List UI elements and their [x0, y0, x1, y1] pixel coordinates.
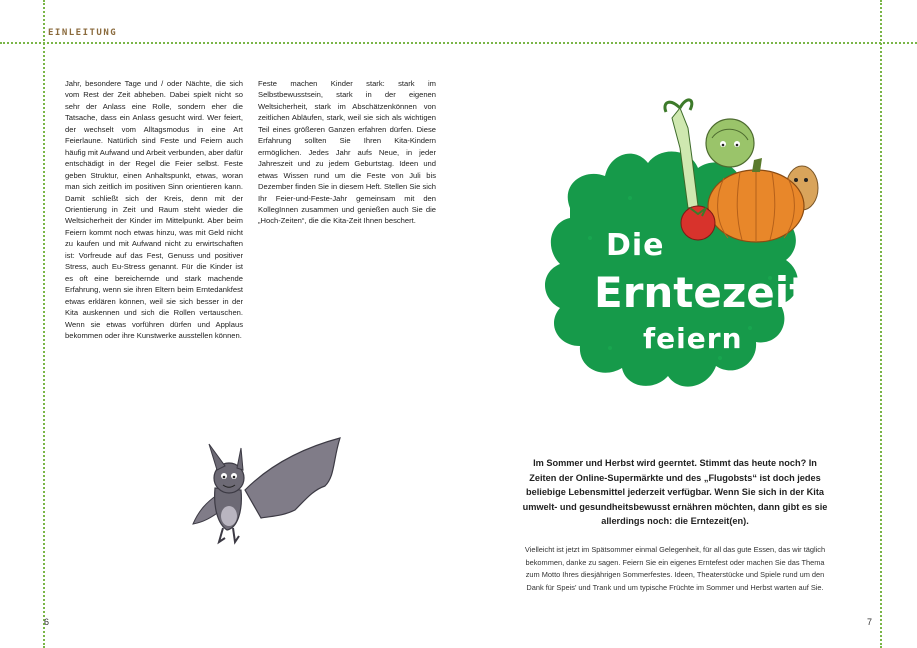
cabbage-icon [706, 119, 754, 167]
column1-text: Jahr, besondere Tage und / oder Nächte, die sich vom Rest der Zeit abheben. Dabei spielt nicht so sehr der Anlass eine Rolle, sondern eher die Tatsache, dass ein Anlass gesucht wird. Wer feiert, der wechselt vom Alltagsmodus in eine Art Feierlaune. Natürlich sind Feste und Feiern auch häufig mit Aufwand und Arbeit verbunden, aber dafür entschädigt in der Regel die Feier selbst. Feste geben Struktur, einen Anhaltspunkt, etwas, woran man sich zeitlich im positiven Sinn orientieren kann. Damit schließt sich der Kreis, denn mit der Orientierung in Zeit und Raum steht wieder die Weltsicherheit der Kinder im Mittelpunkt. Aber beim Feiern kommt noch etwas hinzu, was mit Geld nicht zu kaufen und mit Aufwand nicht zu erwirtschaften ist: Vorfreude auf das Fest, Genuss und positiver Stress, auch Eu-Stress genannt. Für die Kinder ist es oft eine bereichernde und stark machende Erfahrung, wenn sie ihren Eltern beim Erntedankfest etwas erklären können, weil sie sich besser in der Kita auskennen und sich die Rollen vertauschen. Wenn sie etwas vorführen dürfen und Applaus bekommen oder ihre Kunstwerke ausstellen können. [65, 79, 243, 340]
left-dotted-border [43, 0, 45, 648]
header-dotted-line [0, 42, 917, 44]
title-line-3: feiern [643, 322, 743, 355]
page-number-right: 7 [867, 617, 873, 627]
right-dotted-border [880, 0, 882, 648]
intro-bold-text: Im Sommer und Herbst wird geerntet. Stimmt das heute noch? In Zeiten der Online-Supermärkte und des „Flugobsts“ ist doch jedes beliebige Lebensmittel jederzeit verfügbar. Wenn Sie sich in der Kita umwelt- und gesundheitsbewusst ernähren möchten, dann gibt es sie allerdings noch: die Erntezeit(en). [522, 458, 828, 526]
page-number-left: 6 [44, 617, 50, 627]
text-column-1 [65, 78, 243, 349]
tomato-icon [681, 206, 715, 240]
intro-text: Vielleicht ist jetzt im Spätsommer einmal Gelegenheit, für all das gute Essen, das wir täglich bekommen, danke zu sagen. Feiern Sie ein eigenes Erntefest oder machen Sie das Thema zum Motto Ihres diesjährigen Sommerfestes. Ideen, Theaterstücke und Spiele rund um den Dank für Speis’ und Trank und um typische Früchte im Sommer und Herbst warten auf Sie. [524, 545, 826, 592]
green-splash-illustration [530, 88, 830, 428]
column2-text: Feste machen Kinder stark: stark im Selbstbewusstsein, stark in der eigenen Weltsicherheit, stark im Abschätzenkönnen von zeitlichen Abläufen, stark, weil sie sich als wichtigen Teil eines größeren Ganzen erfahren dürfen. Diese Erfahrung sollten Sie Ihren Kita-Kindern ermöglichen. Jedes Jahr aufs Neue, in jeder Jahreszeit und zu jedem Geburtstag. Ideen und etwas Wissen rund um die Feste von Juli bis Dezember finden Sie in diesem Heft. Stellen Sie sich Ihr Feier-und-Feste-Jahr gemeinsam mit den KollegInnen zusammen und genießen auch Sie die „Hoch-Zeiten“, die die Kita-Zeit Ihnen beschert. [258, 79, 436, 226]
title-line-1: Die [606, 228, 665, 263]
title-line-2: Erntezeit [594, 268, 810, 317]
text-column-2 [258, 78, 436, 235]
bat-illustration [185, 430, 350, 555]
section-label: EINLEITUNG [48, 28, 118, 38]
bat-wing-right [245, 438, 340, 518]
